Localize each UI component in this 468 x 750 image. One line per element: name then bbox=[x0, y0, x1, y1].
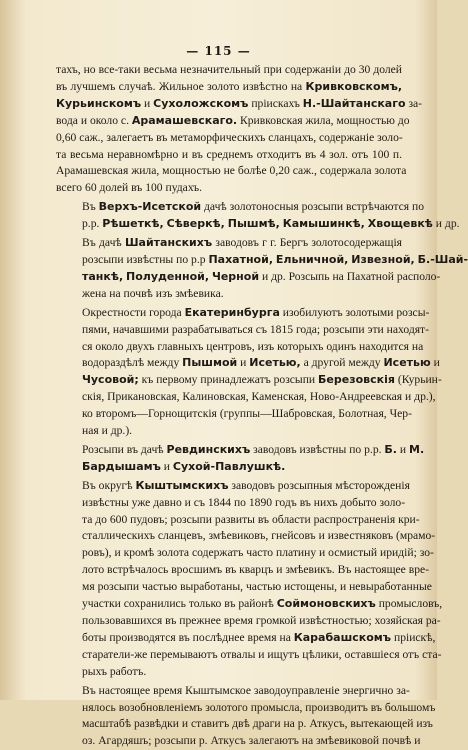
text-line: ко второмъ—Горнощитскiя (группы—Шабровская, Болотная, Чер- bbox=[82, 407, 412, 421]
text-line: масштабѣ развѣдки и ставитъ двѣ драги на р. Аткусъ, вытекающей изъ bbox=[82, 717, 433, 731]
text-line: участки сохранились только въ районѣ Соймоновскихъ промысловъ, bbox=[82, 597, 443, 611]
paragraph bbox=[56, 442, 425, 476]
page-body bbox=[56, 62, 468, 750]
text-line: Въ дачѣ Шайтанскихъ заводовъ г г. Бергъ золотосодержащiя bbox=[82, 236, 403, 250]
text-line: Въ Верхъ-Исетской дачѣ золотоносныя розсыпи встрѣчаются по bbox=[82, 200, 424, 214]
paragraph bbox=[56, 62, 423, 197]
text-line: розсыпи извѣстны по р.р Пахатной, Ельничной, Извезной, Б.-Шай- bbox=[82, 252, 468, 266]
text-line: водораздѣлѣ между Пышмой и Исетью, а другой между Исетью и bbox=[82, 356, 440, 370]
text-line: ная и др.). bbox=[82, 424, 133, 438]
text-line: ровъ), и кромѣ золота содержатъ часто платину и осмистый иридiй; зо- bbox=[82, 546, 434, 560]
text-line: въ лучшемъ случаѣ. Жильное золото извѣстно на Кривковскомъ, bbox=[56, 79, 403, 93]
text-line: та до 600 пудовъ; розсыпи развиты въ области распространенiя кри- bbox=[82, 512, 420, 526]
text-line: Окрестности города Екатеринбурга изобилуютъ золотыми розсы- bbox=[82, 305, 430, 319]
text-line: Курьинскомъ и Сухоложскомъ прiискахъ Н.-Шайтанскаго за- bbox=[56, 96, 423, 110]
text-line: сталлическихъ сланцевъ, змѣевиковъ, гнейсовъ и известняковъ (мрамо- bbox=[82, 529, 436, 543]
text-line: скiя, Прикановская, Калиновская, Каменская, Ново-Андреевская и др.), bbox=[82, 390, 436, 404]
text-line: та весьма неравномѣрно и въ среднемъ отходитъ въ 4 зол. отъ 100 п. bbox=[56, 147, 403, 161]
text-line: рыхъ работъ. bbox=[82, 664, 147, 678]
text-line: нялось возобновленiемъ золотого промысла, производитъ въ большомъ bbox=[82, 700, 436, 714]
text-line: Арамашевская жила, мощностью не болѣе 0,20 саж., содержала золота bbox=[56, 164, 407, 178]
text-line: Розсыпи въ дачѣ Ревдинскихъ заводовъ извѣстны по р.р. Б. и М. bbox=[82, 442, 425, 456]
paragraph bbox=[56, 235, 468, 303]
text-line: жена на почвѣ изъ змѣевика. bbox=[82, 286, 224, 300]
text-line: тахъ, но все-таки весьма незначительный при содержанiи до 30 долей bbox=[56, 63, 403, 76]
text-line: Въ настоящее время Кыштымское заводоуправленiе энергично за- bbox=[82, 683, 410, 697]
text-line: лото встрѣчалось вросшимъ въ кварцъ и змѣевикъ. Въ настоящее вре- bbox=[82, 563, 429, 577]
text-line: оз. Агардяшъ; розсыпи р. Аткусъ залегаютъ на змѣевиковой почвѣ и bbox=[82, 734, 421, 748]
text-line: всего 60 долей въ 100 пудахъ. bbox=[56, 181, 203, 195]
text-line: Бардышамъ и Сухой-Павлушкѣ. bbox=[82, 459, 286, 473]
text-line: 0,60 саж., залегаетъ въ метаморфическихъ сланцахъ, содержанiе золо- bbox=[56, 130, 403, 144]
paragraph bbox=[56, 305, 442, 440]
paragraph bbox=[56, 478, 443, 681]
text-line: Въ округѣ Кыштымскихъ заводовъ розсыпныя мѣсторожденiя bbox=[82, 478, 410, 492]
text-line: извѣстны уже давно и съ 1844 по 1890 годъ въ нихъ добыто золо- bbox=[82, 495, 406, 509]
text-line: мя розсыпи частью выработаны, частью истощены, и невыработанные bbox=[82, 580, 432, 594]
text-line: пями, начавшими разрабатываться съ 1815 года; розсыпи эти находят- bbox=[82, 322, 429, 336]
text-line: р.р. Рѣшеткѣ, Сѣверкѣ, Пышмѣ, Камышинкѣ, Хвощевкѣ и др. bbox=[82, 217, 460, 231]
paragraph bbox=[56, 683, 436, 750]
text-line: боты производятся въ послѣднее время на Карабашскомъ прiискѣ, bbox=[82, 630, 436, 644]
text-line: ся около двухъ главныхъ центровъ, изъ которыхъ одинъ находится на bbox=[82, 339, 424, 353]
page-number: — 115 — bbox=[186, 44, 251, 58]
text-line: Чусовой; къ первому принадлежатъ розсыпи Березовскiя (Курьин- bbox=[82, 373, 442, 387]
paragraph bbox=[56, 199, 460, 233]
text-line: танкѣ, Полуденной, Черной и др. Розсыпь на Пахатной располо- bbox=[82, 269, 441, 283]
text-line: старатели-же перемываютъ отвалы и ищутъ цѣлики, оставшiеся отъ ста- bbox=[82, 647, 442, 661]
text-line: пользовавшихся въ прежнее время громкой извѣстностью; хозяйская ра- bbox=[82, 614, 441, 627]
text-line: вода и около с. Арамашевскаго. Кривковская жила, мощностью до bbox=[56, 113, 410, 127]
